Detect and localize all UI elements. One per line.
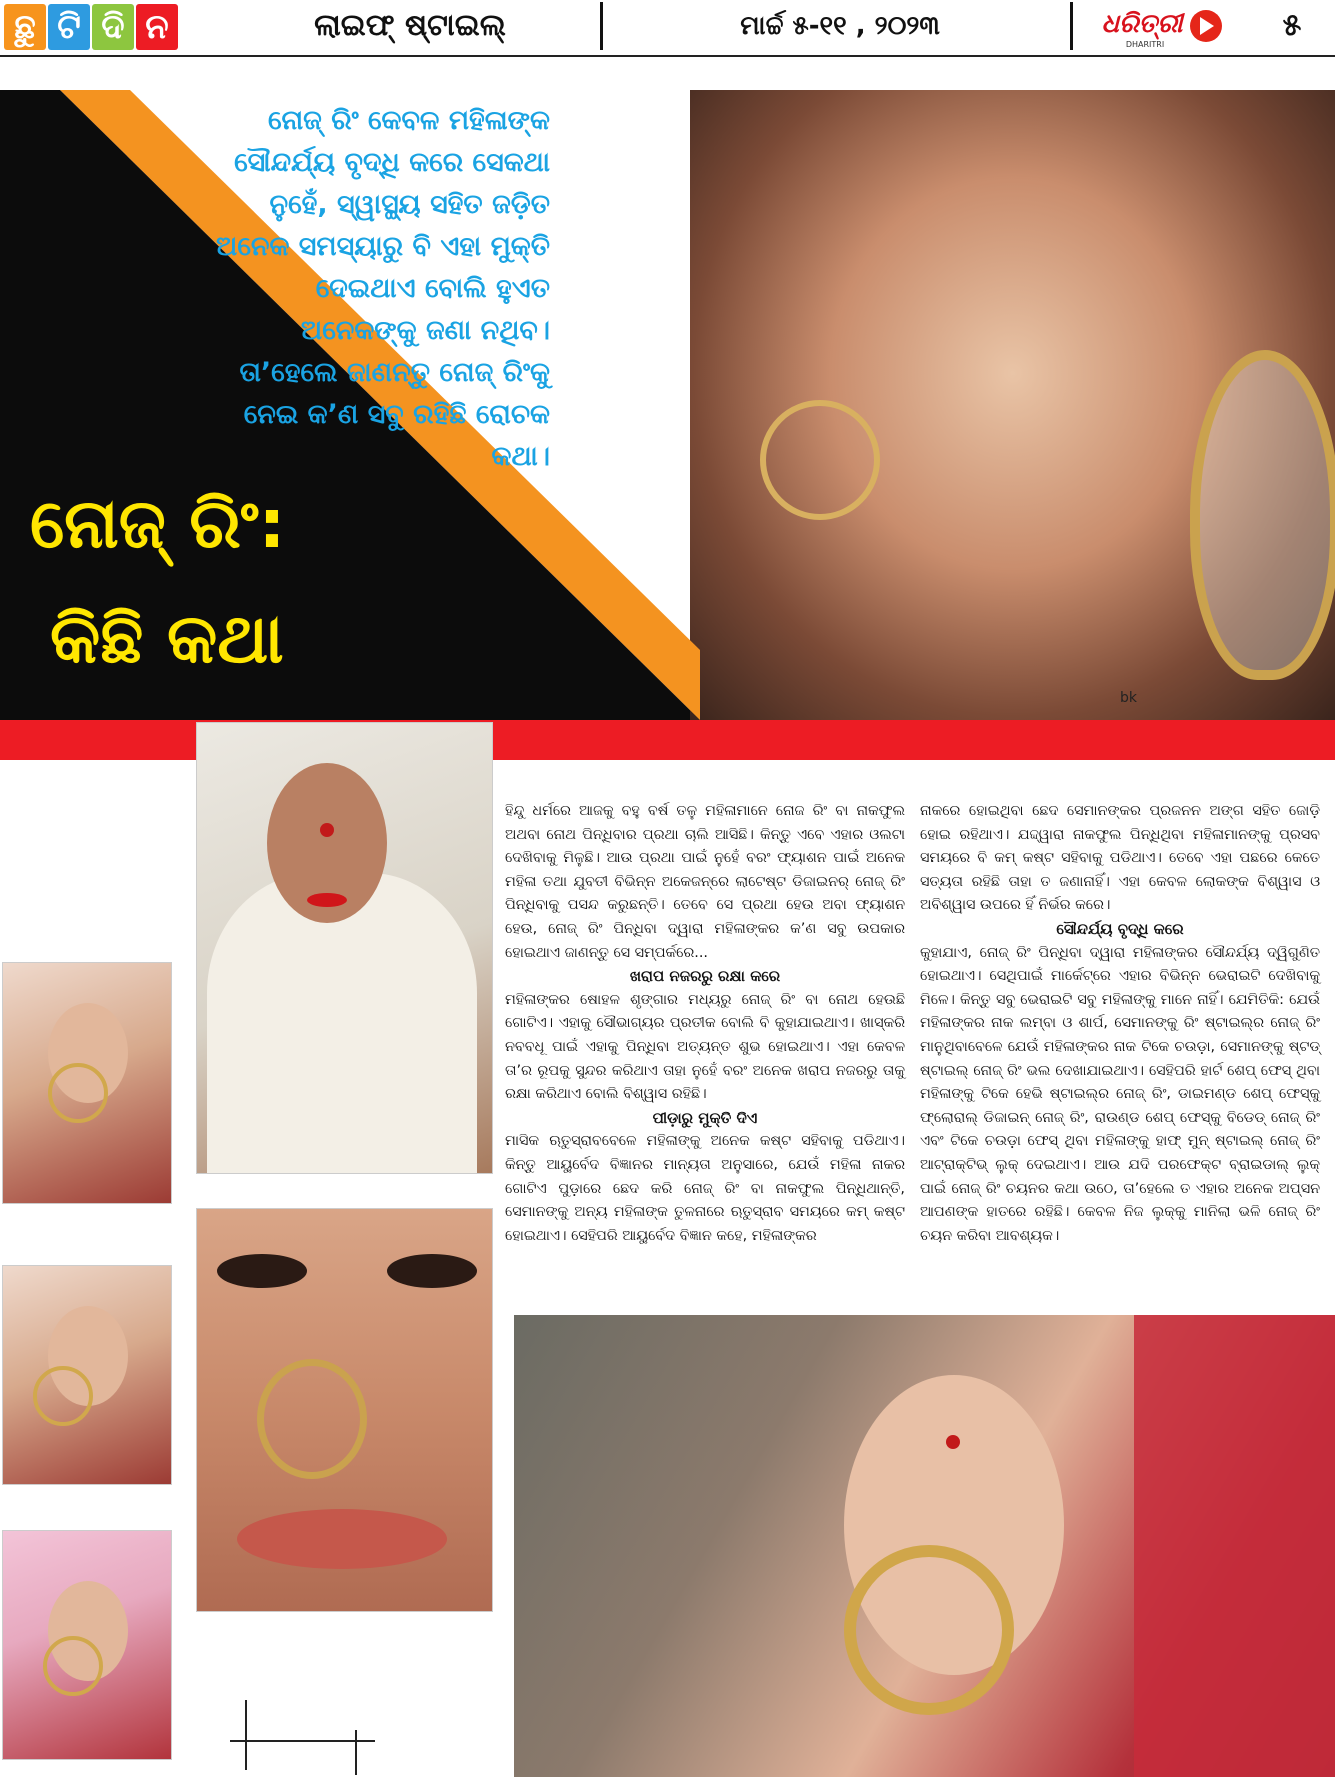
article-body [505,800,1335,1310]
decorative-rule [245,1700,247,1770]
nathni-shape [257,1359,367,1479]
article-paragraph: ମହିଳାଙ୍କର ଷୋହଳ ଶୃଙ୍ଗାର ମଧ୍ୟରୁ ନୋଜ୍ ରିଂ ବା ନୋଥ ହେଉଛି ଗୋଟିଏ। ଏହାକୁ ସୌଭାଗ୍ୟର ପ୍ରତୀକ ବୋଲି ବି କୁହାଯାଇଥାଏ। ଖାସ୍‌କରି ନବବଧୂ ପାଇଁ ଏହାକୁ ପିନ୍ଧିବା ଅତ୍ୟନ୍ତ ଶୁଭ ହୋଇଥାଏ। ଏହା କେବଳ ତା’ର ରୂପକୁ ସୁନ୍ଦର କରିଥାଏ ତାହା ନୁହେଁ ବରଂ ଅନେକ ଖରାପ ନଜରରୁ ତାକୁ ରକ୍ଷା କରିଥାଏ ବୋଲି ବିଶ୍ୱାସ ରହିଛି। [505,991,905,1103]
play-triangle-icon [1200,17,1214,35]
hero-model-photo [690,90,1335,720]
headline-line1: ନୋଜ୍ ରିଂ: [30,485,286,564]
nath-shape [844,1545,1014,1715]
article-column-2 [920,800,1320,1248]
masthead-letter: ନ [136,4,178,50]
article-column-1 [505,800,905,1248]
nath-shape [48,1063,108,1123]
decorative-rule [355,1730,357,1775]
page-header [0,0,1335,57]
model-in-white-saree-photo [196,722,493,1174]
bride-thumbnail-3 [2,1530,172,1760]
red-dupatta-shape [1134,1315,1335,1777]
eye-shape [387,1254,477,1288]
subheading-beauty: ସୌନ୍ଦର୍ଯ୍ୟ ବୃଦ୍ଧି କରେ [1056,919,1184,938]
decorative-rule [230,1740,375,1742]
earring-shape [1190,350,1335,680]
bindi-shape [320,823,334,837]
article-paragraph: ମାସିକ ଋତୁସ୍ରାବବେଳେ ମହିଳାଙ୍କୁ ଅନେକ କଷ୍ଟ ସହିବାକୁ ପଡିଥାଏ। କିନ୍ତୁ ଆୟୁର୍ବେଦ ବିଜ୍ଞାନର ମାନ୍ୟତା ଅନୁସାରେ, ଯେଉଁ ମହିଳା ନାକର ଗୋଟିଏ ପୁଡ଼ାରେ ଛେଦ କରି ନୋଜ୍ ରିଂ ବା ନାକଫୁଲ ପିନ୍ଧିଥାନ୍ତି, ସେମାନଙ୍କୁ ଅନ୍ୟ ମହିଳାଙ୍କ ତୁଳନାରେ ଋତୁସ୍ରାବ ସମୟରେ କମ୍ କଷ୍ଟ ହୋଇଥାଏ। ସେହିପରି ଆୟୁର୍ବେଦ ବିଜ୍ଞାନ କହେ, ମହିଳାଙ୍କର [505,1133,905,1244]
page-number: ୫ [1282,8,1302,43]
masthead-letter: ଛୁ [4,4,46,50]
nath-shape [43,1636,103,1696]
hero-intro-text: ନୋଜ୍ ରିଂ କେବଳ ମହିଳାଙ୍କ ସୌନ୍ଦର୍ଯ୍ୟ ବୃଦ୍ଧି କରେ ସେକଥା ନୁହେଁ, ସ୍ୱାସ୍ଥ୍ୟ ସହିତ ଜଡ଼ିତ ଅନେକ ସମସ୍ୟାରୁ ବି ଏହା ମୁକ୍ତି ଦେଇଥାଏ ବୋଲି ହୁଏତ ଅନେକଙ୍କୁ ଜଣା ନଥିବ। ତା’ହେଲେ ଜାଣନ୍ତୁ ନୋଜ୍ ରିଂକୁ ନେଇ କ’ଣ ସବୁ ରହିଛି ରୋଚକ କଥା। [216,105,550,472]
header-divider [1070,2,1073,50]
article-paragraph: ହିନ୍ଦୁ ଧର୍ମରେ ଆଜକୁ ବହୁ ବର୍ଷ ତଳୁ ମହିଳାମାନେ ନୋଜ ରିଂ ବା ନାକଫୁଲ ଅଥବା ନୋଥ ପିନ୍ଧିବାର ପ୍ରଥା ଚାଲି ଆସିଛି। କିନ୍ତୁ ଏବେ ଏହାର ଓଲଟା ଦେଖିବାକୁ ମିଳୁଛି। ଆଉ ପ୍ରଥା ପାଇଁ ନୁହେଁ ବରଂ ଫ୍ୟାଶନ ପାଇଁ ଅନେକ ମହିଳା ତଥା ଯୁବତୀ ବିଭିନ୍ନ ଅକେଜନ୍‌ରେ ଲାଟେଷ୍ଟ ଡିଜାଇନର୍ ନୋଜ୍ ରିଂ ପିନ୍ଧିବାକୁ ପସନ୍ଦ କରୁଛନ୍ତି। ତେବେ ସେ ପ୍ରଥା ହେଉ ଅବା ଫ୍ୟାଶନ ହେଉ, ନୋଜ୍ ରିଂ ପିନ୍ଧିବା ଦ୍ୱାରା ମହିଳାଙ୍କର କ’ଣ ସବୁ ଉପକାର ହୋଇଥାଏ ଜାଣନ୍ତୁ ସେ ସମ୍ପର୍କରେ... [505,803,905,961]
hero-banner [0,90,1335,720]
issue-date: ମାର୍ଚ୍ଚ ୫-୧୧ , ୨୦୨୩ [740,11,940,41]
subheading-evil-eye: ଖରାପ ନଜରରୁ ରକ୍ଷା କରେ [629,967,781,986]
bride-with-nath-photo [514,1315,1335,1777]
article-paragraph: ନାକରେ ହୋଇଥିବା ଛେଦ ସେମାନଙ୍କର ପ୍ରଜନନ ଅଙ୍ଗ ସହିତ ଜୋଡ଼ି ହୋଇ ରହିଥାଏ। ଯଦ୍ଦ୍ୱାରା ନାକଫୁଲ ପିନ୍ଧିଥିବା ମହିଳାମାନଙ୍କୁ ପ୍ରସବ ସମୟରେ ବି କମ୍ କଷ୍ଟ ସହିବାକୁ ପଡିଥାଏ। ତେବେ ଏହା ପଛରେ କେତେ ସତ୍ୟତା ରହିଛି ତାହା ତ ଜଣାନାହିଁ। ଏହା କେବଳ ଲୋକଙ୍କ ବିଶ୍ୱାସ ଓ ଅବିଶ୍ୱାସ ଉପରେ ହିଁ ନିର୍ଭର କରେ। [920,803,1320,914]
header-divider [600,2,603,50]
masthead-chhutidina [4,4,178,50]
headline-line2: କିଛି କଥା [50,600,284,679]
nose-ring-shape [760,400,880,520]
subheading-pain-relief: ପୀଡ଼ାରୁ ମୁକ୍ତି ଦିଏ [652,1108,758,1127]
mouth-shape [237,1509,447,1569]
bindi-shape [946,1435,960,1449]
masthead-letter: ଦି [92,4,134,50]
bride-thumbnail-1 [2,962,172,1204]
eye-shape [217,1254,307,1288]
article-paragraph: କୁହାଯାଏ, ନୋଜ୍ ରିଂ ପିନ୍ଧିବା ଦ୍ୱାରା ମହିଳାଙ୍କର ସୌନ୍ଦର୍ଯ୍ୟ ଦ୍ୱିଗୁଣିତ ହୋଇଥାଏ। ସେଥିପାଇଁ ମାର୍କେଟ୍‌ରେ ଏହାର ବିଭିନ୍ନ ଭେରାଇଟି ଦେଖିବାକୁ ମିଳେ। କିନ୍ତୁ ସବୁ ଭେରାଇଟି ସବୁ ମହିଳାଙ୍କୁ ମାନେ ନାହିଁ। ଯେମିତିକି: ଯେଉଁ ମହିଳାଙ୍କର ନାକ ଲମ୍ବା ଓ ଶାର୍ପ, ସେମାନଙ୍କୁ ରିଂ ଷ୍ଟାଇଲ୍‌ର ନୋଜ୍ ରିଂ ମାନୁଥିବାବେଳେ ଯେଉଁ ମହିଳାଙ୍କର ନାକ ଟିକେ ଚଉଡ଼ା, ସେମାନଙ୍କୁ ଷ୍ଟଡ୍ ଷ୍ଟାଇଲ୍ ନୋଜ୍ ରିଂ ଭଲ ଦେଖାଯାଇଥାଏ। ସେହିପରି ହାର୍ଟ ଶେପ୍ ଫେସ୍ ଥିବା ମହିଳାଙ୍କୁ ଟିକେ ହେଭି ଷ୍ଟାଇଲ୍‌ର ନୋଜ୍ ରିଂ, ଡାଇମଣ୍ଡ ଶେପ୍ ଫେସ୍‌କୁ ଫ୍ଲୋରାଲ୍ ଡିଜାଇନ୍ ନୋଜ୍ ରିଂ, ରାଉଣ୍ଡ ଶେପ୍ ଫେସ୍‌କୁ ବିଡେଡ୍ ନୋଜ୍ ରିଂ ଏବଂ ଟିକେ ଚଉଡ଼ା ଫେସ୍ ଥିବା ମହିଳାଙ୍କୁ ହାଫ୍ ମୁନ୍ ଷ୍ଟାଇଲ୍ ନୋଜ୍ ରିଂ ଆଟ୍ରାକ୍ଟିଭ୍ ଲୁକ୍ ଦେଇଥାଏ। ଆଉ ଯଦି ପରଫେକ୍ଟ ବ୍ରାଇଡାଲ୍ ଲୁକ୍ ପାଇଁ ନୋଜ୍ ରିଂ ଚୟନର କଥା ଉଠେ, ତା’ହେଲେ ତ ଏହାର ଅନେକ ଅପ୍ସନ ଆପଣଙ୍କ ହାତରେ ରହିଛି। କେବଳ ନିଜ ଲୁକ୍‌କୁ ମାନିଲା ଭଳି ନୋଜ୍ ରିଂ ଚୟନ କରିବା ଆବଶ୍ୟକ। [920,944,1320,1244]
masthead-letter: ଟି [48,4,90,50]
bride-thumbnail-2 [2,1265,172,1485]
lips-shape [307,893,347,907]
dharitri-logo-sub: DHARITRI [1125,40,1165,49]
nose-ring-closeup-photo [196,1208,493,1612]
section-title: ଲାଇଫ୍ ଷ୍ଟାଇଲ୍ [314,8,506,43]
dharitri-logo: ଧରିତ୍ରୀ [1101,9,1183,39]
photo-signature: bk [1120,690,1137,706]
nath-shape [33,1366,93,1426]
